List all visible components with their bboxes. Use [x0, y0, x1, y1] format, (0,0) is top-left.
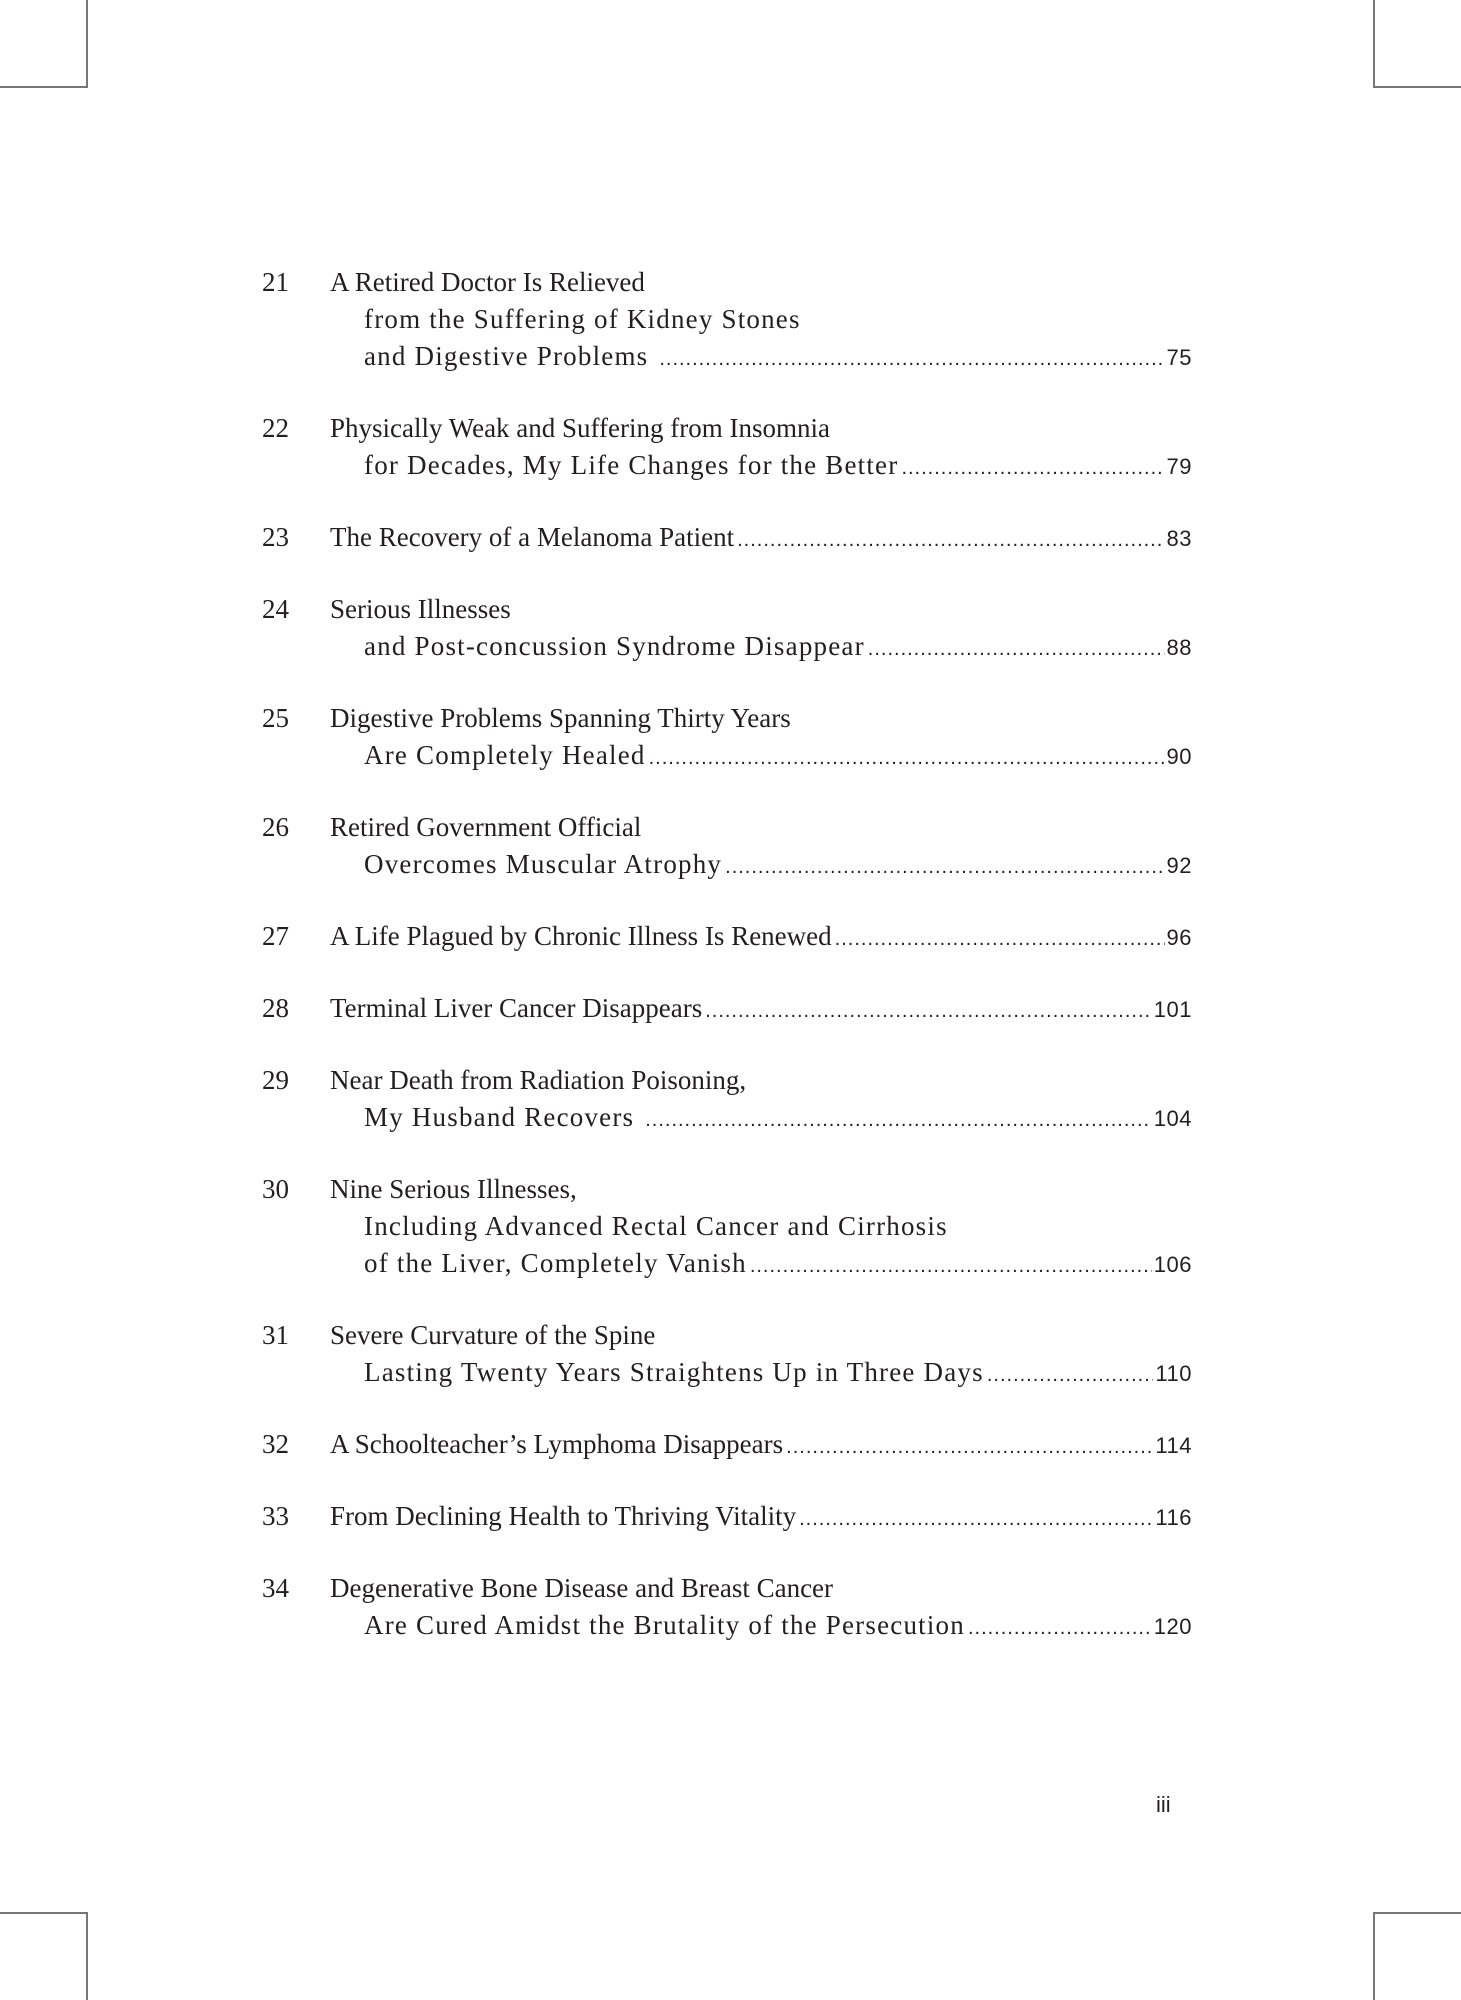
- toc-entry[interactable]: [262, 1570, 1192, 1644]
- chapter-title: from the Suffering of Kidney Stones: [364, 304, 801, 334]
- chapter-title: Degenerative Bone Disease and Breast Cancer: [330, 1573, 834, 1603]
- toc-line: [262, 628, 1192, 665]
- chapter-title: The Recovery of a Melanoma Patient: [330, 522, 735, 552]
- chapter-title: Are Completely Healed: [364, 740, 646, 770]
- dot-leader: [835, 921, 1165, 958]
- chapter-title: Serious Illnesses: [330, 594, 511, 624]
- toc-line: [262, 1426, 1192, 1463]
- page-reference: 101: [1153, 997, 1192, 1022]
- chapter-title: Severe Curvature of the Spine: [330, 1320, 656, 1350]
- chapter-title: A Retired Doctor Is Relieved: [330, 267, 645, 297]
- dot-leader: [868, 631, 1165, 668]
- toc-entry[interactable]: [262, 410, 1192, 484]
- page-reference: 90: [1166, 744, 1192, 769]
- dot-leader: [901, 450, 1164, 487]
- page-reference: 96: [1166, 925, 1192, 950]
- page-reference: 104: [1153, 1106, 1192, 1131]
- chapter-number: 26: [262, 812, 289, 842]
- dot-leader: [725, 849, 1164, 886]
- toc-entry[interactable]: [262, 1426, 1192, 1463]
- chapter-title: A Schoolteacher’s Lymphoma Disappears: [330, 1429, 784, 1459]
- toc-entry[interactable]: [262, 918, 1192, 955]
- toc-line: [262, 1317, 1192, 1354]
- toc-line: [262, 301, 1192, 338]
- crop-mark: [0, 86, 88, 88]
- chapter-number: 34: [262, 1573, 289, 1603]
- page-reference: 92: [1166, 853, 1192, 878]
- crop-mark: [1373, 1912, 1375, 2000]
- chapter-number: 27: [262, 921, 289, 951]
- dot-leader: [786, 1429, 1153, 1466]
- toc-entry[interactable]: [262, 700, 1192, 774]
- toc-line: [262, 410, 1192, 447]
- chapter-title: Lasting Twenty Years Straightens Up in Three Days: [364, 1357, 984, 1387]
- chapter-number: 32: [262, 1429, 289, 1459]
- chapter-number: 23: [262, 522, 289, 552]
- table-of-contents: [262, 264, 1192, 1679]
- chapter-number: 30: [262, 1174, 289, 1204]
- chapter-number: 22: [262, 413, 289, 443]
- chapter-title: From Declining Health to Thriving Vitality: [330, 1501, 797, 1531]
- page-reference: 120: [1153, 1614, 1192, 1639]
- chapter-number: 29: [262, 1065, 289, 1095]
- toc-entry[interactable]: [262, 809, 1192, 883]
- chapter-title: and Post-concussion Syndrome Disappear: [364, 631, 865, 661]
- toc-line: [262, 591, 1192, 628]
- toc-line: [262, 1099, 1192, 1136]
- toc-entry[interactable]: [262, 1498, 1192, 1535]
- chapter-title: for Decades, My Life Changes for the Better: [364, 450, 899, 480]
- toc-line: [262, 918, 1192, 955]
- page-reference: 83: [1166, 526, 1192, 551]
- toc-line: [262, 700, 1192, 737]
- chapter-number: 28: [262, 993, 289, 1023]
- toc-line: [262, 1245, 1192, 1282]
- chapter-title: Including Advanced Rectal Cancer and Cirrhosis: [364, 1211, 948, 1241]
- toc-line: [262, 846, 1192, 883]
- chapter-title: Are Cured Amidst the Brutality of the Persecution: [364, 1610, 965, 1640]
- dot-leader: [750, 1248, 1152, 1285]
- chapter-title: Retired Government Official: [330, 812, 642, 842]
- dot-leader: [645, 1102, 1152, 1139]
- toc-entry[interactable]: [262, 1062, 1192, 1136]
- dot-leader: [987, 1357, 1154, 1394]
- chapter-number: 31: [262, 1320, 289, 1350]
- page-number: iii: [1156, 1792, 1171, 1817]
- toc-line: [262, 338, 1192, 375]
- toc-line: [262, 809, 1192, 846]
- chapter-title: and Digestive Problems: [364, 341, 657, 371]
- toc-entry[interactable]: [262, 990, 1192, 1027]
- page-reference: 114: [1155, 1433, 1192, 1458]
- dot-leader: [968, 1610, 1152, 1647]
- toc-line: [262, 737, 1192, 774]
- dot-leader: [705, 993, 1152, 1030]
- crop-mark: [1373, 86, 1461, 88]
- page-reference: 110: [1155, 1361, 1192, 1386]
- toc-line: [262, 264, 1192, 301]
- page-reference: 116: [1155, 1505, 1192, 1530]
- chapter-title: of the Liver, Completely Vanish: [364, 1248, 747, 1278]
- toc-entry[interactable]: [262, 264, 1192, 375]
- dot-leader: [659, 341, 1164, 378]
- crop-mark: [1373, 1912, 1461, 1914]
- crop-mark: [1373, 0, 1375, 88]
- page-reference: 106: [1153, 1252, 1192, 1277]
- page-reference: 79: [1166, 454, 1192, 479]
- crop-mark: [86, 0, 88, 88]
- toc-line: [262, 1171, 1192, 1208]
- chapter-number: 21: [262, 267, 289, 297]
- chapter-number: 33: [262, 1501, 289, 1531]
- dot-leader: [649, 740, 1165, 777]
- page-reference: 88: [1166, 635, 1192, 660]
- toc-line: [262, 1570, 1192, 1607]
- crop-mark: [86, 1912, 88, 2000]
- chapter-title: My Husband Recovers: [364, 1102, 643, 1132]
- chapter-title: Physically Weak and Suffering from Insomnia: [330, 413, 830, 443]
- dot-leader: [799, 1501, 1153, 1538]
- chapter-title: Near Death from Radiation Poisoning,: [330, 1065, 747, 1095]
- toc-entry[interactable]: [262, 1317, 1192, 1391]
- chapter-number: 24: [262, 594, 289, 624]
- toc-entry[interactable]: [262, 519, 1192, 556]
- toc-line: [262, 447, 1192, 484]
- dot-leader: [737, 522, 1164, 559]
- toc-line: [262, 1208, 1192, 1245]
- toc-line: [262, 990, 1192, 1027]
- chapter-title: Nine Serious Illnesses,: [330, 1174, 577, 1204]
- crop-mark: [0, 1912, 88, 1914]
- toc-line: [262, 1498, 1192, 1535]
- chapter-title: Overcomes Muscular Atrophy: [364, 849, 723, 879]
- toc-line: [262, 1062, 1192, 1099]
- chapter-title: A Life Plagued by Chronic Illness Is Renewed: [330, 921, 832, 951]
- page-reference: 75: [1166, 345, 1192, 370]
- toc-line: [262, 1607, 1192, 1644]
- toc-line: [262, 519, 1192, 556]
- chapter-number: 25: [262, 703, 289, 733]
- toc-entry[interactable]: [262, 591, 1192, 665]
- toc-line: [262, 1354, 1192, 1391]
- chapter-title: Terminal Liver Cancer Disappears: [330, 993, 703, 1023]
- toc-entry[interactable]: [262, 1171, 1192, 1282]
- chapter-title: Digestive Problems Spanning Thirty Years: [330, 703, 791, 733]
